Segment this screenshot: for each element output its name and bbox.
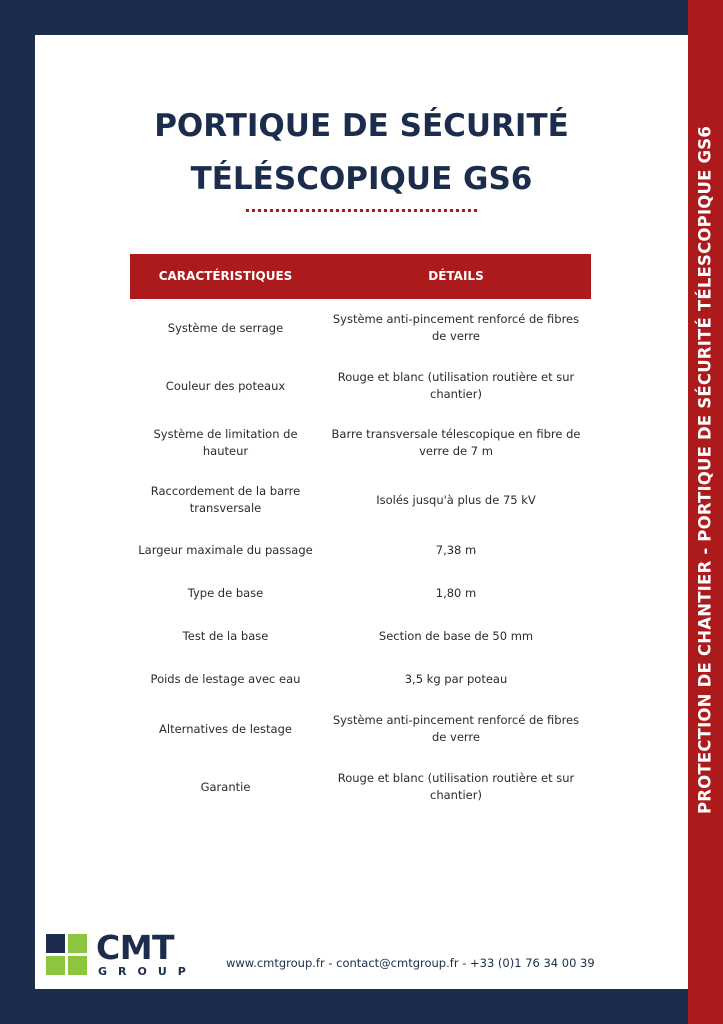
table-row [130, 667, 591, 691]
row-label: Test de la base [182, 628, 269, 643]
row-value: Barre transversale télescopique en fibre de verre de 7 m [331, 427, 581, 458]
side-vertical-text: PROTECTION DE CHANTIER - PORTIQUE DE SÉCURITÉ TÉLESCOPIQUE GS6 [695, 125, 715, 815]
title-line-1: PORTIQUE DE SÉCURITÉ [154, 108, 569, 144]
row-label: Couleur des poteaux [165, 378, 286, 393]
row-value: Section de base de 50 mm [378, 628, 534, 643]
table-header [130, 254, 591, 299]
row-value: 1,80 m [435, 585, 477, 600]
row-label: Poids de lestage avec eau [150, 671, 301, 686]
table-row [130, 478, 591, 522]
row-label: Alternatives de lestage [159, 721, 292, 736]
logo-square-green-2 [46, 956, 65, 975]
footer-contact: www.cmtgroup.fr - contact@cmtgroup.fr - +33 (0)1 76 34 00 39 [226, 956, 595, 970]
table-row [130, 306, 591, 350]
row-label: Système de serrage [167, 320, 284, 335]
logo-square-green-3 [68, 956, 87, 975]
table-row [130, 364, 591, 408]
table-row [130, 707, 591, 751]
row-value: 7,38 m [435, 542, 477, 557]
logo-square-navy [46, 934, 65, 953]
row-label: Largeur maximale du passage [138, 542, 313, 557]
row-value: Rouge et blanc (utilisation routière et sur chantier) [337, 771, 575, 802]
logo-wordmark: CMT [96, 928, 175, 967]
title-line-2: TÉLÉSCOPIQUE GS6 [190, 161, 533, 197]
row-value: Système anti-pincement renforcé de fibres de verre [332, 312, 580, 343]
cmt-group-logo [46, 928, 197, 979]
table-row [130, 538, 591, 562]
row-label: Type de base [187, 585, 264, 600]
table-row [130, 421, 591, 465]
table-row [130, 765, 591, 809]
table-row [130, 624, 591, 648]
table-row [130, 581, 591, 605]
logo-subtitle: GROUP [98, 965, 197, 978]
row-value: Isolés jusqu'à plus de 75 kV [376, 492, 536, 507]
row-label: Garantie [200, 779, 251, 794]
header-caracteristiques: CARACTÉRISTIQUES [158, 269, 293, 283]
row-value: Rouge et blanc (utilisation routière et sur chantier) [337, 370, 575, 401]
logo-square-green-1 [68, 934, 87, 953]
header-details: DÉTAILS [428, 269, 484, 283]
row-label: Système de limitation de hauteur [153, 427, 298, 458]
row-value: 3,5 kg par poteau [404, 671, 508, 686]
title-dotted-divider [246, 209, 477, 212]
row-value: Système anti-pincement renforcé de fibres de verre [332, 713, 580, 744]
row-label: Raccordement de la barre transversale [150, 484, 301, 515]
page-title [35, 100, 688, 206]
